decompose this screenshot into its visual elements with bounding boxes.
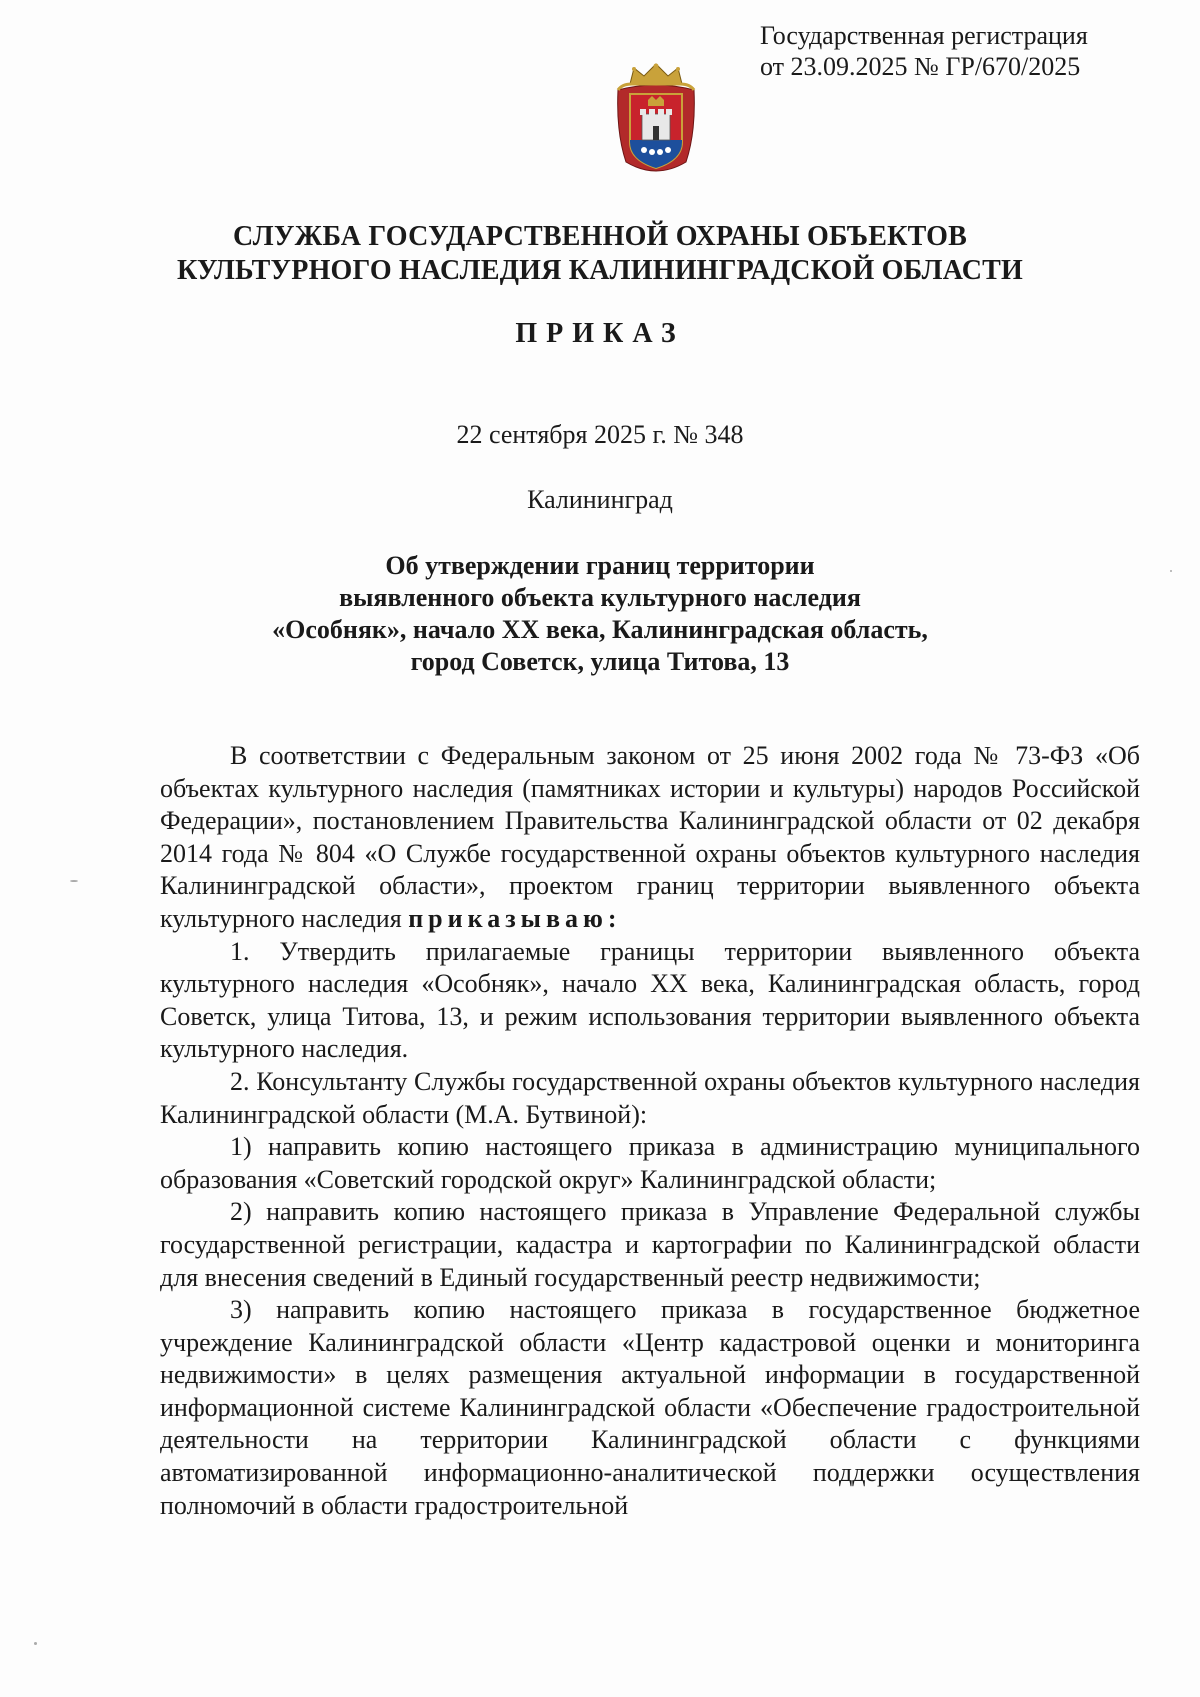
order-subitem-3: 3) направить копию настоящего приказа в государственное бюджетное учреждение Калининградской области «Центр кадастровой оценки и мониторинга недвижимости» в целях размещения актуальной информации в государственной информационной системе Калининградской области «Обеспечение градостроительной деятельности на территории Калининградской области с функциями автоматизированной информационно-аналитической поддержки осуществления полномочий в области градостроительной [160, 1295, 1140, 1520]
order-title-line-2: выявленного объекта культурного наследия [339, 583, 861, 612]
registration-line-2: от 23.09.2025 № ГР/670/2025 [760, 52, 1081, 81]
registration-line-1: Государственная регистрация [760, 21, 1088, 50]
order-body [160, 740, 1140, 1522]
order-item-1: 1. Утвердить прилагаемые границы территории выявленного объекта культурного наследия «Особняк», начало XX века, Калининградская область, город Советск, улица Титова, 13, и режим использования территории выявленного объекта культурного наследия. [160, 936, 1140, 1064]
scan-artifact [1170, 570, 1172, 572]
preamble-text: В соответствии с Федеральным законом от 25 июня 2002 года № 73-ФЗ «Об объектах культурного наследия (памятниках истории и культуры) народов Российской Федерации», постановлением Правительства Калининградской области от 02 декабря 2014 года № 804 «О Службе государственной охраны объектов культурного наследия Калининградской области», проектом границ территории выявленного объекта культурного наследия [160, 741, 1140, 933]
scan-artifact [70, 880, 78, 882]
order-title-line-1: Об утверждении границ территории [385, 551, 815, 580]
order-title-line-3: «Особняк», начало XX века, Калининградская область, [272, 615, 928, 644]
kaliningrad-coat-of-arms-icon [612, 62, 700, 177]
agency-name-line-2: КУЛЬТУРНОГО НАСЛЕДИЯ КАЛИНИНГРАДСКОЙ ОБЛАСТИ [176, 255, 1024, 286]
order-heading: ПРИКАЗ [515, 318, 685, 349]
agency-name [0, 220, 1200, 288]
preamble-paragraph [160, 740, 1140, 936]
order-subitem-2: 2) направить копию настоящего приказа в Управление Федеральной службы государственной регистрации, кадастра и картографии по Калининградской области для внесения сведений в Единый государственный реестр недвижимости; [160, 1197, 1140, 1292]
order-title [0, 550, 1200, 678]
order-date-number: 22 сентября 2025 г. № 348 [456, 420, 744, 449]
order-subitem-1: 1) направить копию настоящего приказа в администрацию муниципального образования «Советский городской округ» Калининградской области; [160, 1132, 1140, 1194]
order-item-2: 2. Консультанту Службы государственной охраны объектов культурного наследия Калининградской области (М.А. Бутвиной): [160, 1066, 1140, 1129]
preamble-decree-word: приказываю: [408, 903, 622, 933]
agency-name-line-1: СЛУЖБА ГОСУДАРСТВЕННОЙ ОХРАНЫ ОБЪЕКТОВ [233, 221, 967, 252]
order-city: Калининград [527, 485, 673, 514]
scan-artifact [34, 1642, 37, 1645]
registration-stamp [760, 20, 1088, 82]
order-title-line-4: город Советск, улица Титова, 13 [410, 647, 790, 676]
